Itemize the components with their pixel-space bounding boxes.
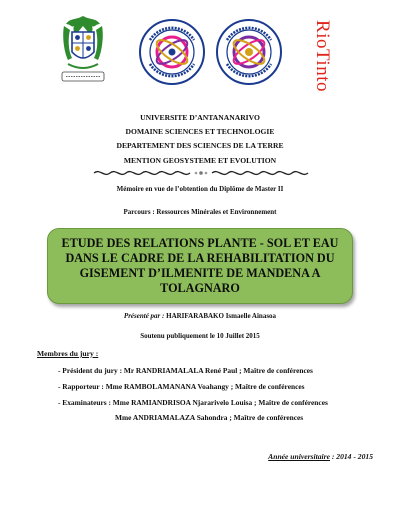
logo-bar xyxy=(0,0,400,100)
memoire-line: Mémoire en vue de l’obtention du Diplôme de Master II xyxy=(116,185,284,193)
university-crest-icon xyxy=(60,12,106,90)
jury-member-president: - Président du jury : Mr RANDRIAMALALA René Paul ; Maître de conférences xyxy=(58,366,313,375)
presented-by-label: Présenté par : xyxy=(123,312,165,320)
riotinto-logo-text: RioTinto xyxy=(312,20,334,92)
ornament-divider-icon xyxy=(92,168,310,178)
jury-heading: Membres du jury : xyxy=(37,349,99,358)
annee-value: : 2014 - 2015 xyxy=(329,452,373,461)
presented-by-name: HARIFARABAKO Ismaelle Ainasoa xyxy=(166,312,277,320)
department-earth-sciences-seal-icon xyxy=(215,18,283,86)
soutenu-line: Soutenu publiquement le 10 Juillet 2015 xyxy=(140,332,260,340)
riotinto-logo xyxy=(302,16,342,96)
university-name: UNIVERSITE D’ANTANANARIVO xyxy=(140,113,260,122)
thesis-title-box xyxy=(47,228,353,304)
mention-name: MENTION GEOSYSTEME ET EVOLUTION xyxy=(123,156,277,165)
annee-universitaire xyxy=(268,452,373,461)
jury-member-examinateur-2: Mme ANDRIAMALAZA Sahondra ; Maître de conférences xyxy=(115,413,304,422)
presented-by-line xyxy=(0,312,400,320)
jury-member-rapporteur: - Rapporteur : Mme RAMBOLAMANANA Voahangy ; Maître de conférences xyxy=(58,382,305,391)
parcours-line: Parcours : Ressources Minérales et Environnement xyxy=(123,208,277,216)
thesis-title: ETUDE DES RELATIONS PLANTE - SOL ET EAU DANS LE CADRE DE LA REHABILITATION DU GISEMENT D’ILMENITE DE MANDENA A TOLAGNARO xyxy=(61,236,339,295)
annee-label: Année universitaire xyxy=(268,452,330,461)
faculty-sciences-seal-icon xyxy=(138,18,206,86)
department-name: DEPARTEMENT DES SCIENCES DE LA TERRE xyxy=(116,141,284,150)
domain-name: DOMAINE SCIENCES ET TECHNOLOGIE xyxy=(125,127,275,136)
jury-member-examinateur-1: - Examinateurs : Mme RAMIANDRISOA Njararivelo Louisa ; Maître de conférences xyxy=(58,398,328,407)
